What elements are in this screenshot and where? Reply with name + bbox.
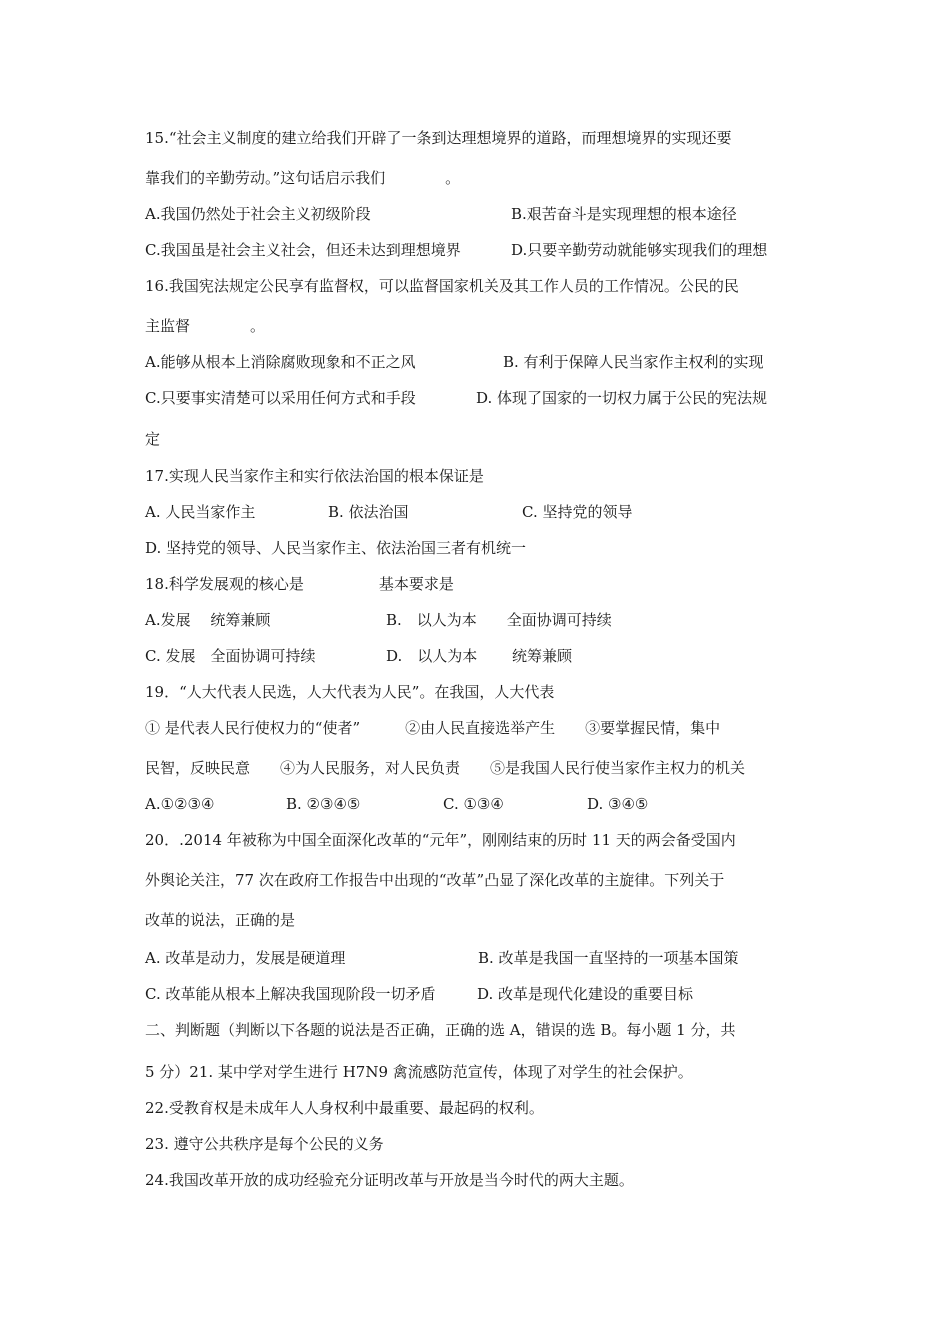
- section2-heading-line1: 二、判断题（判断以下各题的说法是否正确，正确的选 A，错误的选 B。每小题 1 分，共: [145, 1021, 736, 1039]
- q16-stem-line1: 16.我国宪法规定公民享有监督权，可以监督国家机关及其工作人员的工作情况。公民的民: [145, 277, 739, 295]
- q18-option-a: A.发展 统筹兼顾: [145, 611, 271, 629]
- q16-option-c: C.只要事实清楚可以采用任何方式和手段: [145, 389, 416, 407]
- q15-stem-line2: 靠我们的辛勤劳动。”这句话启示我们 。: [145, 169, 461, 187]
- q15-option-b: B.艰苦奋斗是实现理想的根本途径: [511, 205, 737, 223]
- q20-option-a: A. 改革是动力，发展是硬道理: [145, 949, 346, 967]
- q17-option-a: A. 人民当家作主: [145, 503, 256, 521]
- q17-option-c: C. 坚持党的领导: [522, 503, 633, 521]
- q15-option-d: D.只要辛勤劳动就能够实现我们的理想: [511, 241, 768, 259]
- q20-stem-line1: 20．.2014 年被称为中国全面深化改革的“元年”，刚刚结束的历时 11 天的两会备受国内: [145, 831, 736, 849]
- q23-statement: 23. 遵守公共秩序是每个公民的义务: [145, 1135, 384, 1153]
- q15-option-a: A.我国仍然处于社会主义初级阶段: [145, 205, 371, 223]
- q18-option-d: D. 以人为本 统筹兼顾: [386, 647, 573, 665]
- q15-stem-line1: 15.“社会主义制度的建立给我们开辟了一条到达理想境界的道路，而理想境界的实现还要: [145, 129, 732, 147]
- q17-option-b: B. 依法治国: [328, 503, 409, 521]
- q20-option-b: B. 改革是我国一直坚持的一项基本国策: [478, 949, 739, 967]
- q17-option-d: D. 坚持党的领导、人民当家作主、依法治国三者有机统一: [145, 539, 527, 557]
- q19-option-b: B. ②③④⑤: [286, 795, 361, 813]
- q16-option-d-wrap: 定: [145, 430, 161, 448]
- q16-stem-line2: 主监督 。: [145, 317, 266, 335]
- q20-stem-line2: 外舆论关注，77 次在政府工作报告中出现的“改革”凸显了深化改革的主旋律。下列关于: [145, 871, 725, 889]
- q16-option-b: B. 有利于保障人民当家作主权利的实现: [503, 353, 764, 371]
- q16-option-a: A.能够从根本上消除腐败现象和不正之风: [145, 353, 416, 371]
- section2-heading-line2: 5 分）21. 某中学对学生进行 H7N9 禽流感防范宣传，体现了对学生的社会保护。: [145, 1063, 693, 1081]
- q22-statement: 22.受教育权是未成年人人身权利中最重要、最起码的权利。: [145, 1099, 544, 1117]
- q20-stem-line3: 改革的说法，正确的是: [145, 911, 296, 929]
- q18-option-b: B. 以人为本 全面协调可持续: [386, 611, 612, 629]
- q20-option-c: C. 改革能从根本上解决我国现阶段一切矛盾: [145, 985, 436, 1003]
- q19-option-d: D. ③④⑤: [587, 795, 649, 813]
- q17-stem: 17.实现人民当家作主和实行依法治国的根本保证是: [145, 467, 484, 485]
- q18-option-c: C. 发展 全面协调可持续: [145, 647, 316, 665]
- q19-option-a: A.①②③④: [145, 795, 215, 813]
- q19-stem-line3: 民智，反映民意 ④为人民服务，对人民负责 ⑤是我国人民行使当家作主权力的机关: [145, 759, 746, 777]
- q19-stem-line1: 19．“人大代表人民选，人大代表为人民”。在我国，人大代表: [145, 683, 555, 701]
- q19-stem-line2: ① 是代表人民行使权力的“使者” ②由人民直接选举产生 ③要掌握民情，集中: [145, 719, 721, 737]
- q15-option-c: C.我国虽是社会主义社会，但还未达到理想境界: [145, 241, 461, 259]
- q19-option-c: C. ①③④: [443, 795, 504, 813]
- q16-option-d: D. 体现了国家的一切权力属于公民的宪法规: [476, 389, 768, 407]
- q20-option-d: D. 改革是现代化建设的重要目标: [477, 985, 694, 1003]
- q24-statement: 24.我国改革开放的成功经验充分证明改革与开放是当今时代的两大主题。: [145, 1171, 634, 1189]
- q18-stem: 18.科学发展观的核心是 基本要求是: [145, 575, 454, 593]
